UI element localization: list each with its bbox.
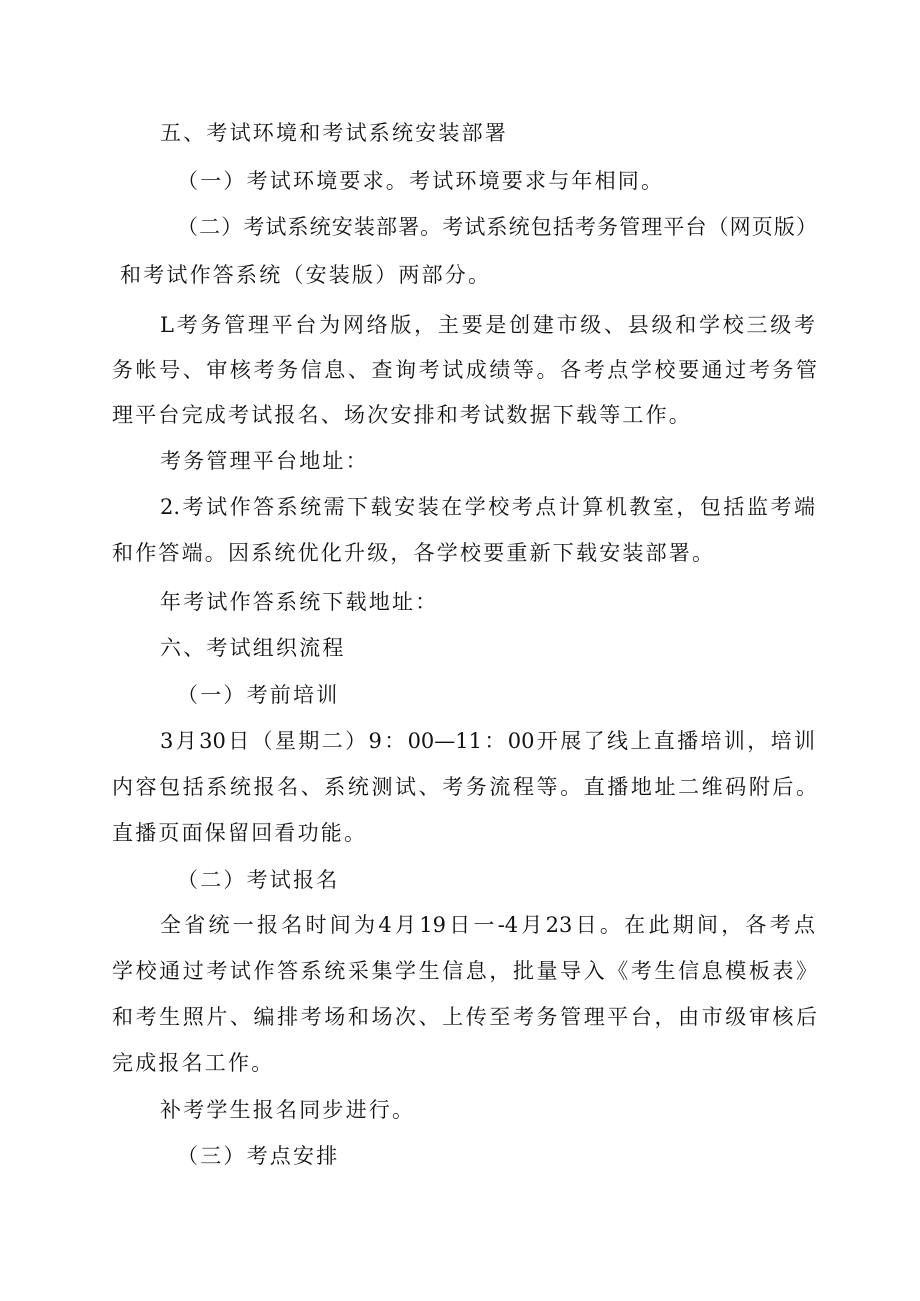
- subsection-2-paragraph-line-1: （二）考试系统安装部署。考试系统包括考务管理平台（网页版）: [177, 215, 817, 239]
- paragraph-training-line-3: 直播页面保留回看功能。: [112, 821, 368, 845]
- paragraph-platform-line-1: L考务管理平台为网络版，主要是创建市级、县级和学校三级考: [160, 313, 815, 337]
- subsection-1-paragraph: （一）考试环境要求。考试环境要求与年相同。: [177, 169, 665, 193]
- paragraph-training-line-1: 3月30日（星期二）9：00—11：00开展了线上直播培训，培训: [160, 729, 815, 753]
- section-heading-6: 六、考试组织流程: [160, 636, 346, 660]
- subsection-heading-venues: （三）考点安排: [177, 1144, 340, 1168]
- platform-address-label: 考务管理平台地址：: [160, 449, 369, 473]
- client-download-address-label: 年考试作答系统下载地址：: [160, 590, 439, 614]
- paragraph-registration-line-4: 完成报名工作。: [112, 1051, 275, 1075]
- paragraph-registration-line-3: 和考生照片、编排考场和场次、上传至考务管理平台，由市级审核后: [112, 1005, 817, 1029]
- subsection-heading-training: （一）考前培训: [177, 683, 340, 707]
- paragraph-client-line-1: 2.考试作答系统需下载安装在学校考点计算机教室，包括监考端: [160, 495, 815, 519]
- paragraph-registration-line-1: 全省统一报名时间为4月19日一-4月23日。在此期间，各考点: [160, 913, 815, 937]
- paragraph-platform-line-3: 理平台完成考试报名、场次安排和考试数据下载等工作。: [112, 403, 692, 427]
- paragraph-client-line-2: 和作答端。因系统优化升级，各学校要重新下载安装部署。: [112, 541, 716, 565]
- paragraph-training-line-2: 内容包括系统报名、系统测试、考务流程等。直播地址二维码附后。: [112, 775, 817, 799]
- paragraph-makeup-registration: 补考学生报名同步进行。: [160, 1098, 416, 1122]
- subsection-2-paragraph-line-2: 和考试作答系统（安装版）两部分。: [120, 263, 492, 287]
- paragraph-registration-line-2: 学校通过考试作答系统采集学生信息，批量导入《考生信息模板表》: [112, 959, 817, 983]
- section-heading-5: 五、考试环境和考试系统安装部署: [160, 121, 508, 145]
- paragraph-platform-line-2: 务帐号、审核考务信息、查询考试成绩等。各考点学校要通过考务管: [112, 358, 817, 382]
- subsection-heading-registration: （二）考试报名: [177, 868, 340, 892]
